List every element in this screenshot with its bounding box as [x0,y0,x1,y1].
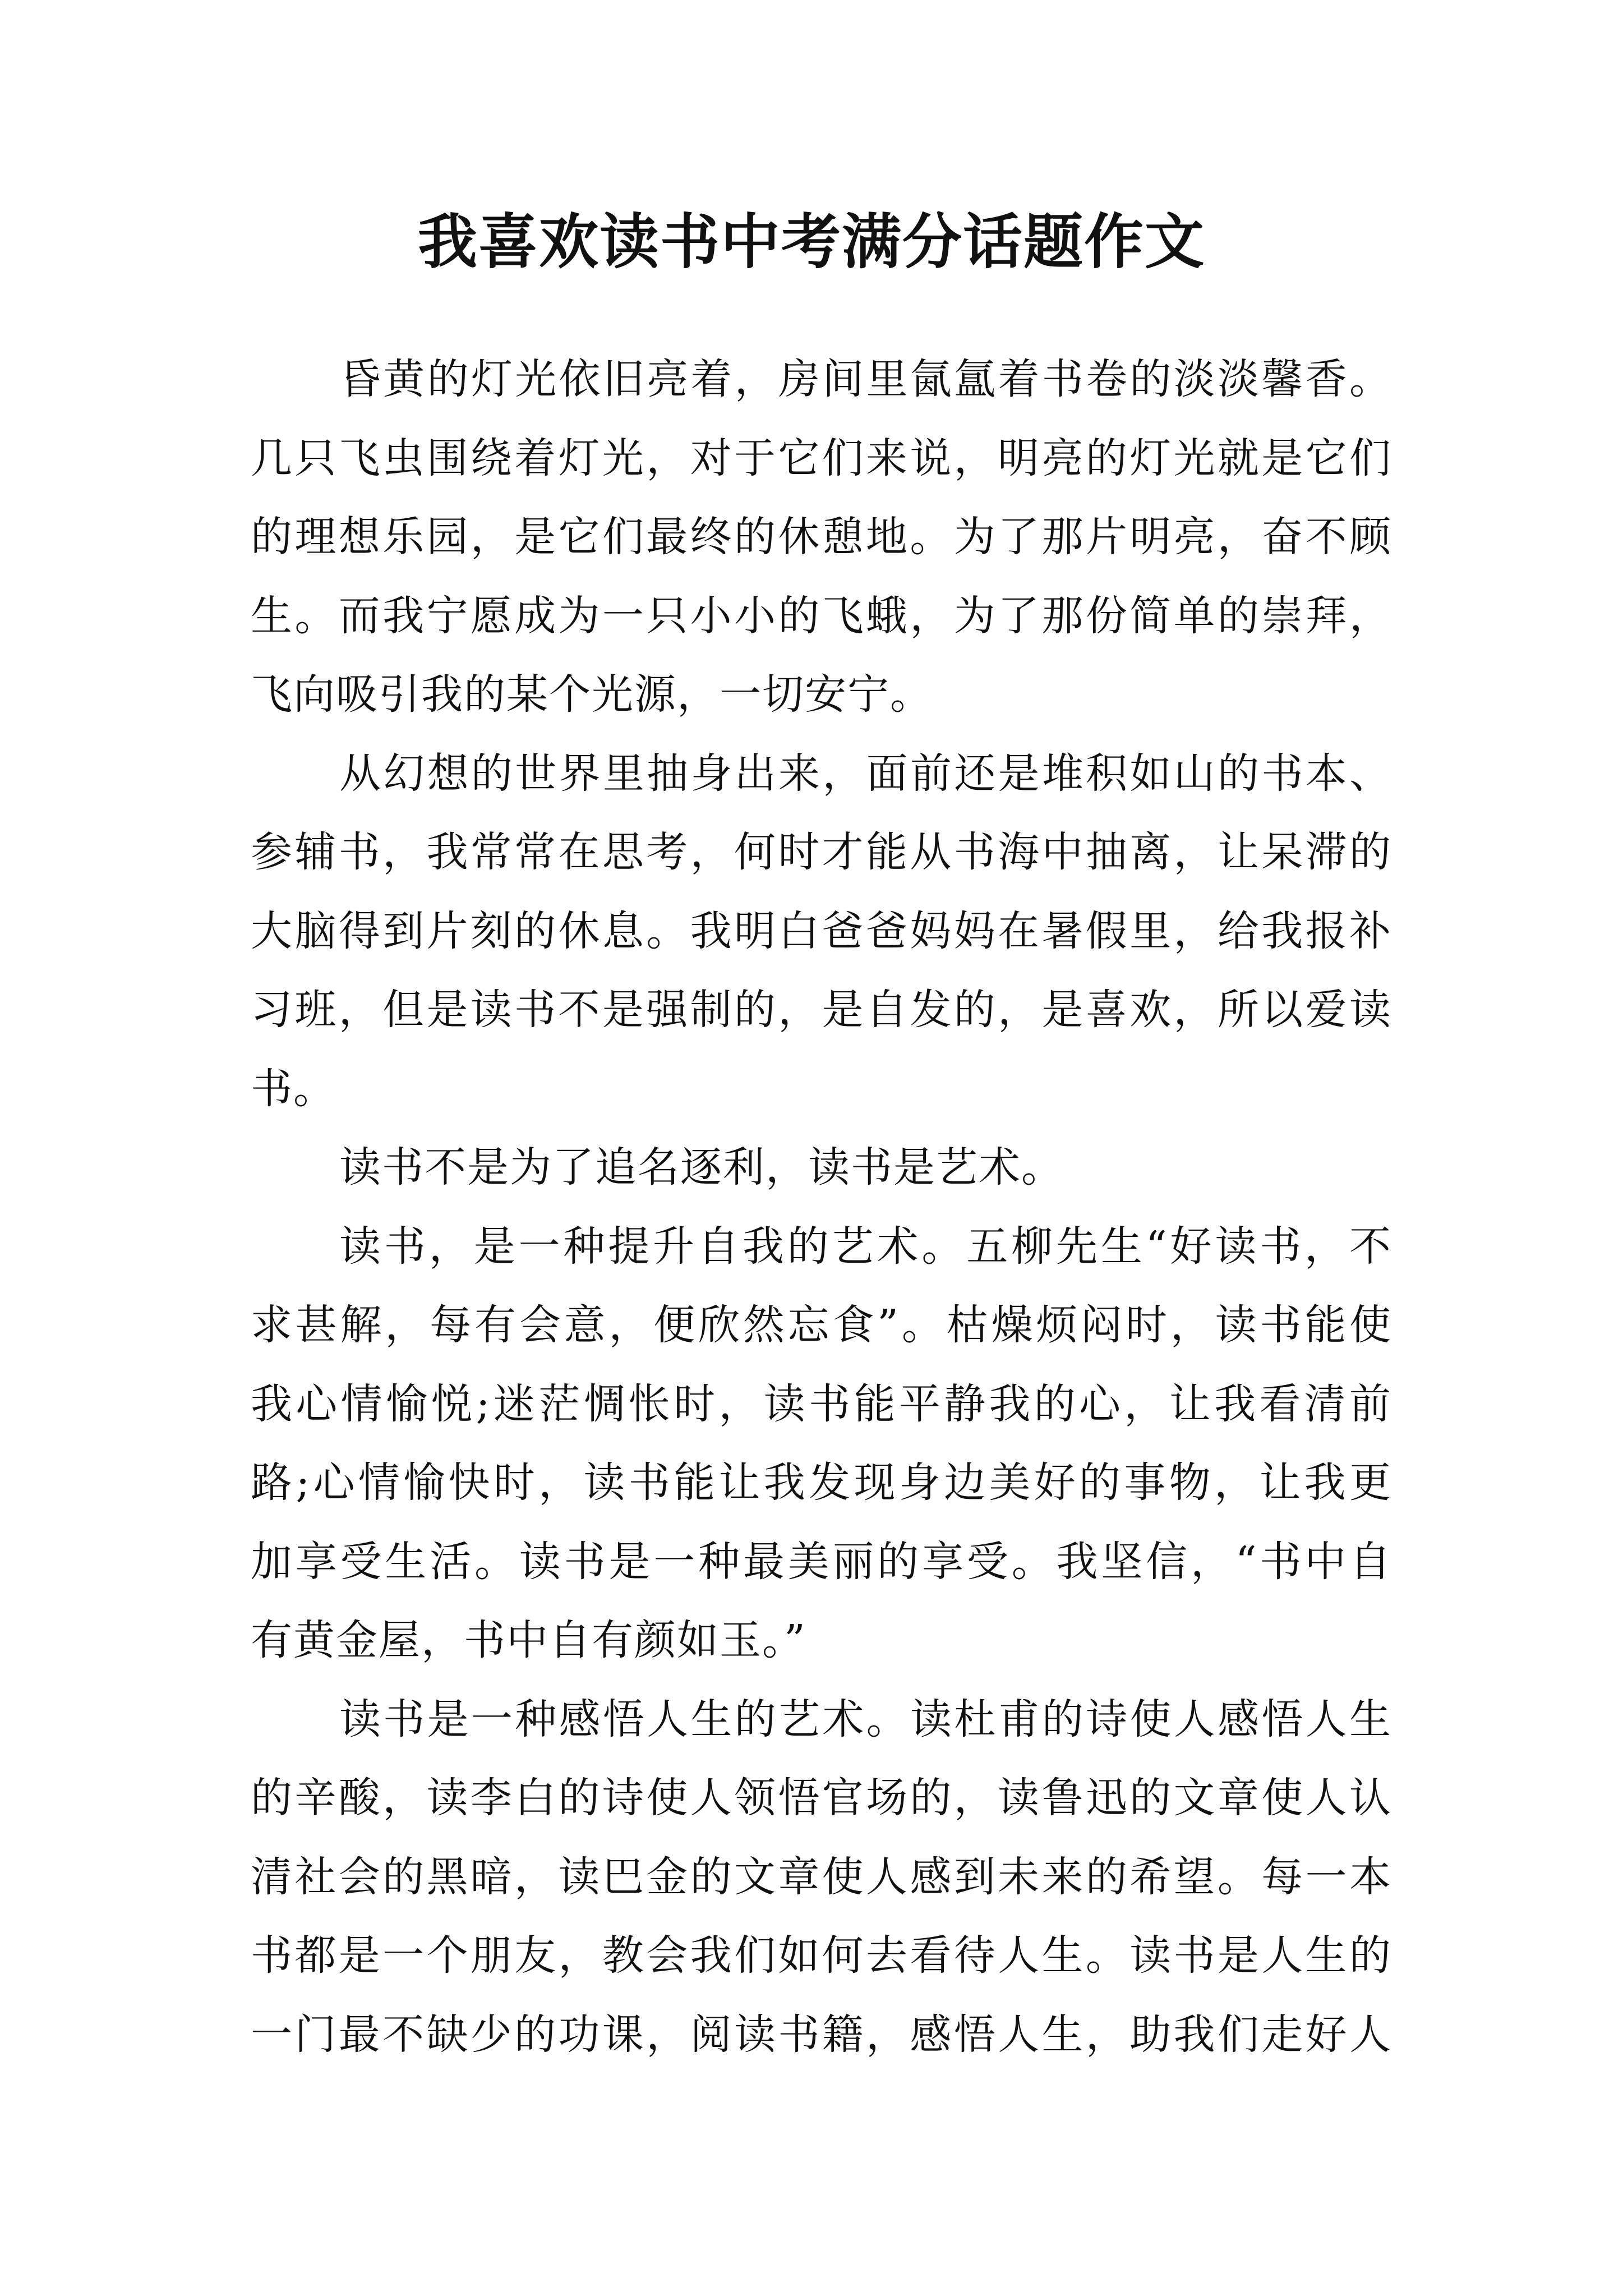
text-line: 的辛酸，读李白的诗使人领悟官场的，读鲁迅的文章使人认 [251,1774,1392,1822]
text-line: 参辅书，我常常在思考，何时才能从书海中抽离，让呆滞的 [251,828,1392,876]
paragraph [251,1207,1392,1680]
text-line: 飞向吸引我的某个光源，一切安宁。 [251,670,933,719]
text-line: 的理想乐园，是它们最终的休憩地。为了那片明亮，奋不顾 [251,513,1392,561]
text-line: 求甚解，每有会意，便欣然忘食”。枯燥烦闷时，读书能使 [251,1301,1392,1349]
text-line: 昏黄的灯光依旧亮着，房间里氤氲着书卷的淡淡馨香。 [339,355,1392,403]
text-line: 习班，但是读书不是强制的，是自发的，是喜欢，所以爱读 [251,986,1392,1034]
text-line: 读书，是一种提升自我的艺术。五柳先生“好读书，不 [339,1222,1392,1271]
text-line: 书。 [251,1064,336,1113]
paragraph [251,340,1392,734]
text-line: 有黄金屋，书中自有颜如玉。” [251,1616,806,1664]
paragraph [251,734,1392,1129]
text-line: 读书不是为了追名逐利，读书是艺术。 [339,1143,1064,1191]
paragraph [251,1680,1392,2074]
text-line: 大脑得到片刻的休息。我明白爸爸妈妈在暑假里，给我报补 [251,907,1392,955]
text-line: 书都是一个朋友，教会我们如何去看待人生。读书是人生的 [251,1931,1392,1980]
text-line: 生。而我宁愿成为一只小小的飞蛾，为了那份简单的崇拜， [251,591,1392,640]
text-line: 几只飞虫围绕着灯光，对于它们来说，明亮的灯光就是它们 [251,434,1392,482]
text-line: 从幻想的世界里抽身出来，面前还是堆积如山的书本、 [339,749,1392,798]
paragraph [251,1128,1392,1207]
text-line: 清社会的黑暗，读巴金的文章使人感到未来的希望。每一本 [251,1852,1392,1901]
document-title: 我喜欢读书中考满分话题作文 [418,206,1205,277]
text-line: 加享受生活。读书是一种最美丽的享受。我坚信，“书中自 [251,1537,1392,1586]
document-body [251,340,1392,2074]
text-line: 读书是一种感悟人生的艺术。读杜甫的诗使人感悟人生 [339,1695,1392,1743]
text-line: 路;心情愉快时，读书能让我发现身边美好的事物，让我更 [251,1458,1392,1507]
text-line: 一门最不缺少的功课，阅读书籍，感悟人生，助我们走好人 [251,2010,1392,2059]
text-line: 我心情愉悦;迷茫惆怅时，读书能平静我的心，让我看清前 [251,1379,1392,1428]
